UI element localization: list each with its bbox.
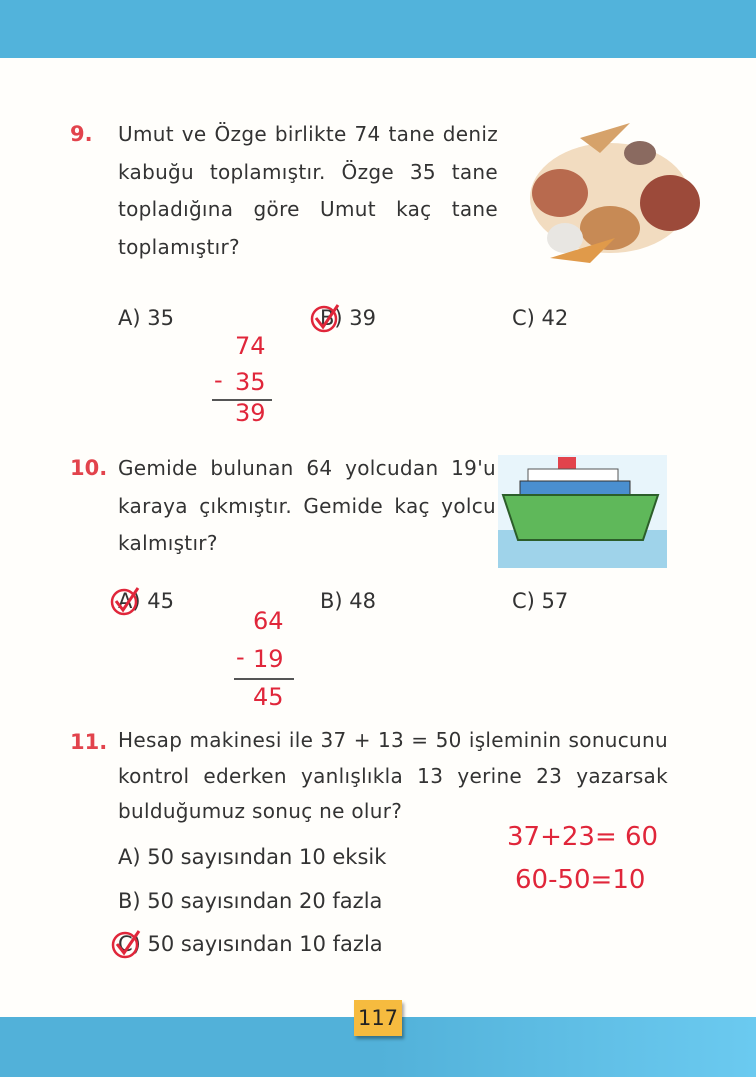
q10-option-a[interactable]: A) 45: [118, 589, 174, 613]
q11-work-line2: 60-50=10: [515, 865, 646, 895]
q10-work-minus: -: [236, 643, 245, 671]
question-9-number: 9.: [70, 122, 93, 146]
q11-option-a[interactable]: A) 50 sayısından 10 eksik: [118, 845, 387, 869]
checkmark-icon: [110, 586, 140, 616]
q9-work-minus: -: [214, 366, 223, 394]
checkmark-icon: [310, 303, 340, 333]
q11-option-b[interactable]: B) 50 sayısından 20 fazla: [118, 889, 383, 913]
q9-work-bottom: 35: [235, 368, 266, 396]
question-10-number: 10.: [70, 456, 108, 480]
q10-option-b[interactable]: B) 48: [320, 589, 376, 613]
top-banner: [0, 0, 756, 58]
q9-option-a[interactable]: A) 35: [118, 306, 174, 330]
question-11-number: 11.: [70, 730, 108, 754]
q10-work-line: [234, 678, 294, 680]
q10-work-result: 45: [253, 683, 284, 711]
q9-work-top: 74: [235, 332, 266, 360]
question-10-text: Gemide bulunan 64 yolcudan 19'u karaya çıkmıştır. Gemide kaç yolcu kalmıştır?: [118, 456, 496, 555]
q11-work-line1: 37+23= 60: [507, 822, 659, 852]
seashells-image: [520, 118, 702, 266]
q10-option-c[interactable]: C) 57: [512, 589, 569, 613]
question-9-text: Umut ve Özge birlikte 74 tane deniz kabuğu toplamıştır. Özge 35 tane topladığına göre Umut kaç tane toplamıştır?: [118, 122, 498, 259]
q10-work-top: 64: [253, 607, 284, 635]
checkmark-icon: [111, 929, 141, 959]
page-number: 117: [354, 1000, 402, 1036]
question-11-text: Hesap makinesi ile 37 + 13 = 50 işleminin sonucunu kontrol ederken yanlışlıkla 13 yerine 23 yazarsak bulduğumuz sonuç ne olur?: [118, 728, 668, 823]
q9-option-c[interactable]: C) 42: [512, 306, 569, 330]
q11-option-c[interactable]: C) 50 sayısından 10 fazla: [118, 932, 383, 956]
q9-work-result: 39: [235, 399, 266, 427]
q10-work-bottom: 19: [253, 645, 284, 673]
q9-option-b[interactable]: B) 39: [320, 306, 376, 330]
ship-image: [498, 455, 667, 568]
